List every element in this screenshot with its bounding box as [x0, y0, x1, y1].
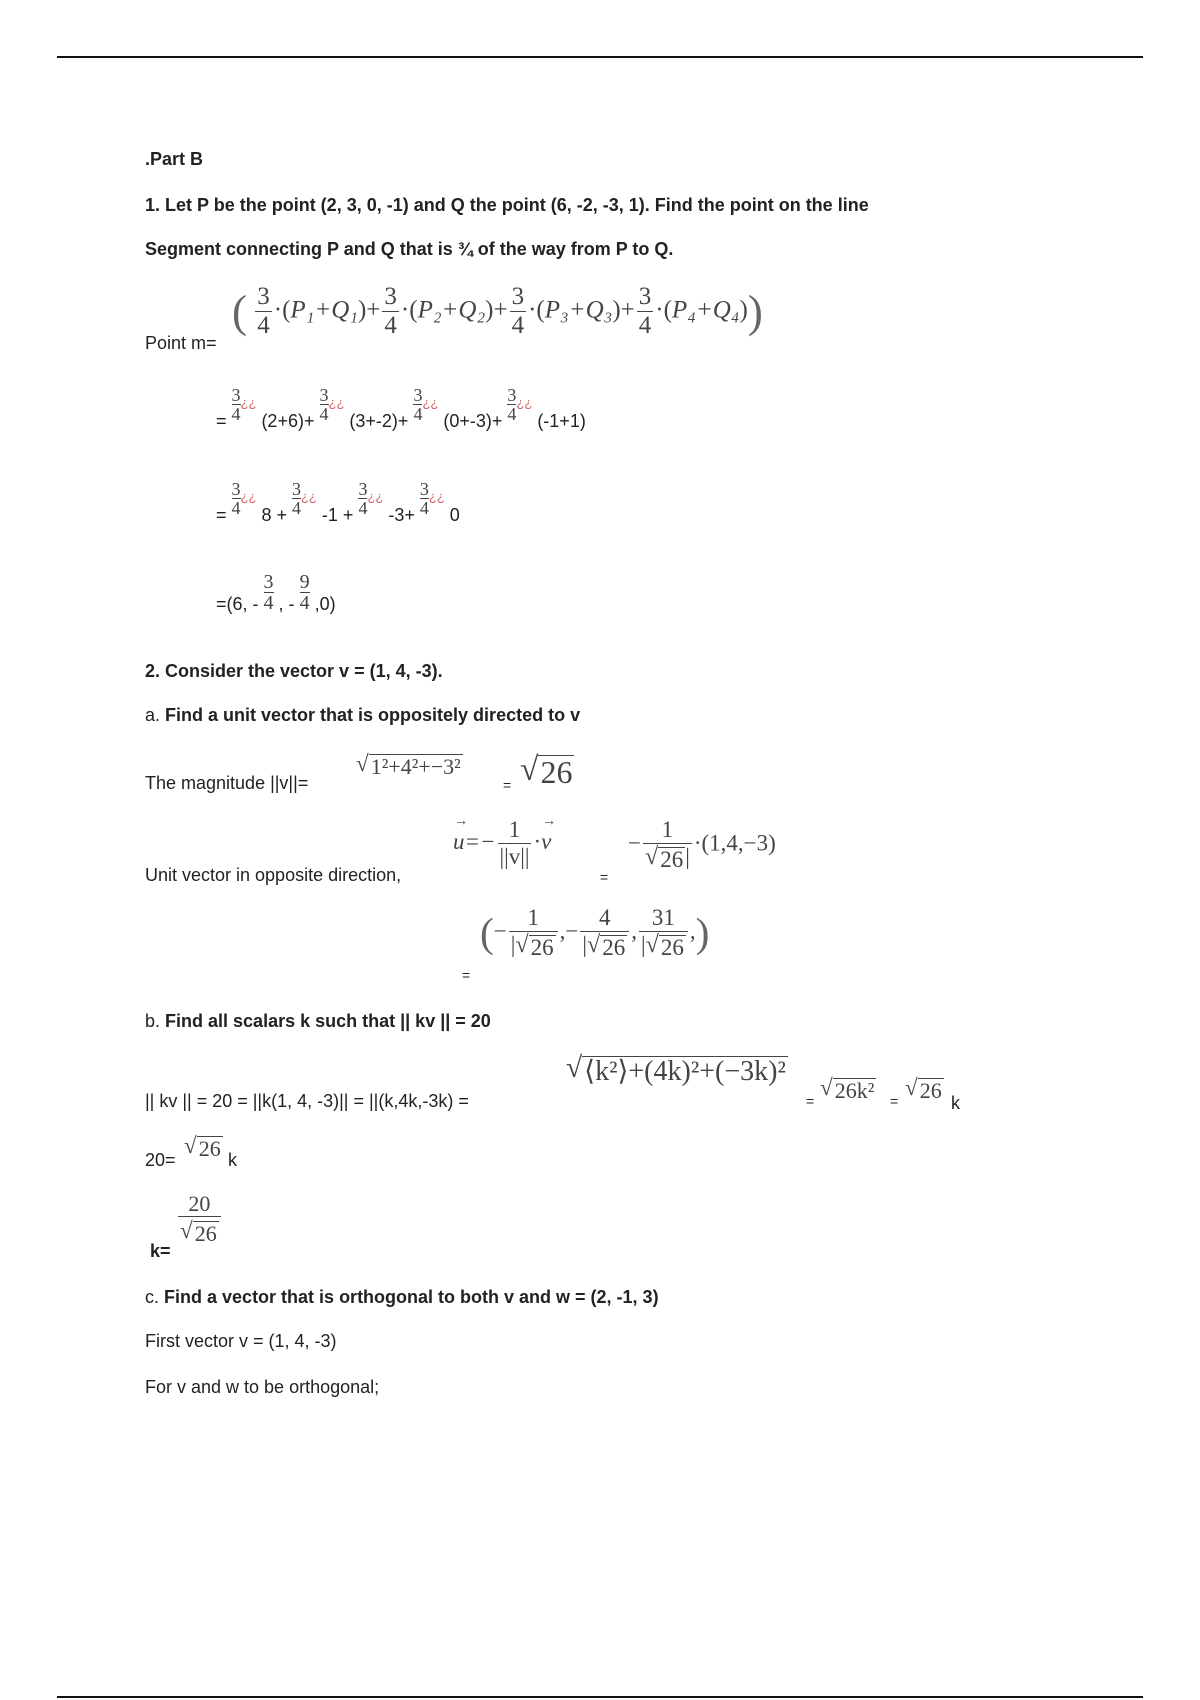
q2b-eq-1: =: [806, 1093, 815, 1109]
magnitude-eq: =: [503, 777, 512, 793]
eq-sign: =: [216, 411, 227, 431]
step-2: [216, 480, 460, 524]
step-1-c: (0+-3)+: [443, 411, 503, 431]
frac-den: 4: [319, 404, 329, 424]
final-n2: 4: [599, 905, 611, 930]
frac-num: 3: [231, 479, 241, 499]
frac-num: 3: [291, 479, 301, 499]
q2b-sqrt-expr: √ ⟨k²⟩+(4k)²+(−3k)²: [566, 1052, 786, 1087]
final-den-1: 26: [530, 935, 554, 961]
top-rule: [57, 56, 1143, 58]
q2c-heading: [145, 1288, 659, 1306]
q2b-prefix: b.: [145, 1011, 161, 1031]
step-2-a: 8 +: [261, 505, 287, 525]
frac-num: 3: [507, 385, 517, 405]
final-n3: 31: [651, 905, 675, 930]
final-den-3: 26: [660, 935, 684, 961]
q2b-line-2-sqrt-value: 26: [198, 1136, 221, 1161]
q2b-line-1: || kv || = 20 = ||k(1, 4, -3)|| = ||(k,4k,-3k) =: [145, 1091, 469, 1111]
result-suffix: ,0): [314, 594, 336, 614]
q2b-heading: [145, 1012, 491, 1030]
q2b-eq-2: =: [890, 1093, 899, 1109]
q2b-k-fraction: 20 √ 26: [176, 1192, 223, 1245]
q2a-title: Find a unit vector that is oppositely directed to v: [165, 705, 581, 725]
q2b-k: k: [951, 1093, 960, 1113]
unit-u: → u=−: [453, 830, 496, 853]
term-4: P₄+Q₄: [671, 296, 740, 324]
glyph: ¿¿: [240, 394, 257, 410]
frac-num: 3: [231, 385, 241, 405]
term-1: P₁+Q₁: [290, 296, 358, 324]
q2c-line-1: First vector v = (1, 4, -3): [145, 1331, 337, 1351]
frac-num: 3: [413, 385, 423, 405]
q2b-k-den: 26: [194, 1221, 217, 1246]
result-frac-2-den: 4: [299, 592, 310, 614]
frac-den: 4: [413, 404, 423, 424]
magnitude-result: √ 26: [520, 751, 573, 791]
frac-den: 4: [231, 404, 241, 424]
q2c-prefix: c.: [145, 1287, 160, 1307]
frac-num: 3: [419, 479, 429, 499]
q2b-line-2-sqrt: √ 26: [184, 1132, 221, 1161]
final-unit-vector: (− 1 | √ 26 ,− 4 | √ 26 , 31 | √ 26 ,): [480, 905, 710, 961]
frac-den: 4: [419, 498, 429, 518]
glyph: ¿¿: [300, 488, 317, 504]
q2b-line-2-prefix: 20=: [145, 1150, 176, 1170]
q1-line-1: 1. Let P be the point (2, 3, 0, -1) and Q the point (6, -2, -3, 1). Find the point on the line: [145, 195, 869, 215]
unit-eq: =: [600, 869, 609, 885]
glyph: ¿¿: [428, 488, 445, 504]
frac-den: 4: [384, 312, 397, 340]
step-1-b: (3+-2)+: [349, 411, 409, 431]
frac-num: 3: [257, 283, 270, 310]
magnitude-radicand: 1²+4²+−3²: [370, 754, 461, 779]
unit-num: 1: [508, 817, 521, 842]
result-frac-1-den: 4: [263, 592, 274, 614]
magnitude-expr: √ 1²+4²+−3²: [356, 750, 461, 779]
q1-line-2: Segment connecting P and Q that is ¾ of the way from P to Q.: [145, 239, 674, 259]
unit-rhs-den: 26: [660, 847, 684, 873]
result-prefix: =(6, -: [216, 594, 259, 614]
frac-num: 3: [384, 283, 397, 310]
q2a-prefix: a.: [145, 705, 161, 725]
frac-den: 4: [358, 498, 368, 518]
q2c-title: Find a vector that is orthogonal to both v and w = (2, -1, 3): [164, 1287, 659, 1307]
result-frac-1-num: 3: [263, 571, 274, 593]
step-2-c: -3+: [388, 505, 415, 525]
step-2-b: -1 +: [321, 505, 354, 525]
bottom-rule: [57, 1696, 1143, 1698]
step-1-a: (2+6)+: [261, 411, 315, 431]
glyph: ¿¿: [328, 394, 345, 410]
q2b-title: Find all scalars k such that || kv || = 20: [165, 1011, 491, 1031]
unit-vector-lhs: → u=− $\frac{1}{||v||}$ ·→ v: [453, 818, 551, 869]
frac-den: 4: [231, 498, 241, 518]
q2a-heading: [145, 706, 580, 724]
frac-num: 3: [638, 283, 652, 310]
step-1-d: (-1+1): [537, 411, 586, 431]
frac-den: 4: [638, 312, 652, 340]
term-3: P₃+Q₃: [544, 296, 613, 324]
eq-sign: =: [216, 505, 227, 525]
final-n1: 1: [527, 905, 539, 930]
frac-den: 4: [507, 404, 517, 424]
term-2: P₂+Q₂: [417, 296, 486, 324]
frac-num: 3: [319, 385, 329, 405]
q1-result: [216, 572, 336, 613]
frac-den: 4: [257, 312, 270, 340]
unit-v: → v: [541, 830, 551, 853]
glyph: ¿¿: [516, 394, 533, 410]
unit-vector-label: Unit vector in opposite direction,: [145, 865, 402, 885]
q2b-r2-value: 26: [919, 1078, 942, 1103]
point-m-formula: ( $\frac{3}{4}$ ·(P₁+Q₁)+ $\frac{3}{4}$ ·(P₂+Q₂)+ $\frac{3}{4}$ ·(P₃+Q₃)+ $\frac{3}{4}$ ·(P₄+Q₄)): [232, 283, 763, 340]
frac-den: 4: [291, 498, 301, 518]
magnitude-label: The magnitude ||v||=: [145, 773, 309, 793]
q2b-k-label: k=: [150, 1241, 171, 1261]
result-frac-2-num: 9: [299, 571, 310, 593]
result-mid: , -: [278, 594, 295, 614]
part-title: .Part B: [145, 149, 204, 169]
magnitude-result-value: 26: [540, 754, 573, 791]
unit-rhs-vec: ·(1,4,−3): [693, 830, 776, 856]
unit-den: ||v||: [499, 844, 530, 870]
q2-title: 2. Consider the vector v = (1, 4, -3).: [145, 661, 443, 681]
final-den-2: 26: [602, 935, 626, 961]
q2b-radicand: ⟨k²⟩+(4k)²+(−3k)²: [584, 1056, 786, 1087]
q2b-r2: √ 26: [905, 1074, 942, 1103]
q2b-r1: √ 26k²: [820, 1074, 875, 1103]
frac-den: 4: [511, 312, 525, 340]
q2b-r1-value: 26k²: [834, 1078, 875, 1103]
q2b-line-2-k: k: [228, 1150, 237, 1170]
step-2-d: 0: [449, 505, 460, 525]
unit-vector-rhs: − 1 √ 26 | ·(1,4,−3): [628, 817, 776, 873]
step-1: [216, 386, 586, 430]
point-m-label: Point m=: [145, 333, 217, 353]
frac-num: 3: [511, 283, 525, 310]
unit-rhs-num: 1: [661, 817, 674, 842]
frac-num: 3: [358, 479, 368, 499]
glyph: ¿¿: [422, 394, 439, 410]
q2c-line-2: For v and w to be orthogonal;: [145, 1377, 380, 1397]
glyph: ¿¿: [367, 488, 384, 504]
final-eq: =: [462, 967, 471, 983]
glyph: ¿¿: [240, 488, 257, 504]
q2b-k-num: 20: [188, 1191, 211, 1216]
